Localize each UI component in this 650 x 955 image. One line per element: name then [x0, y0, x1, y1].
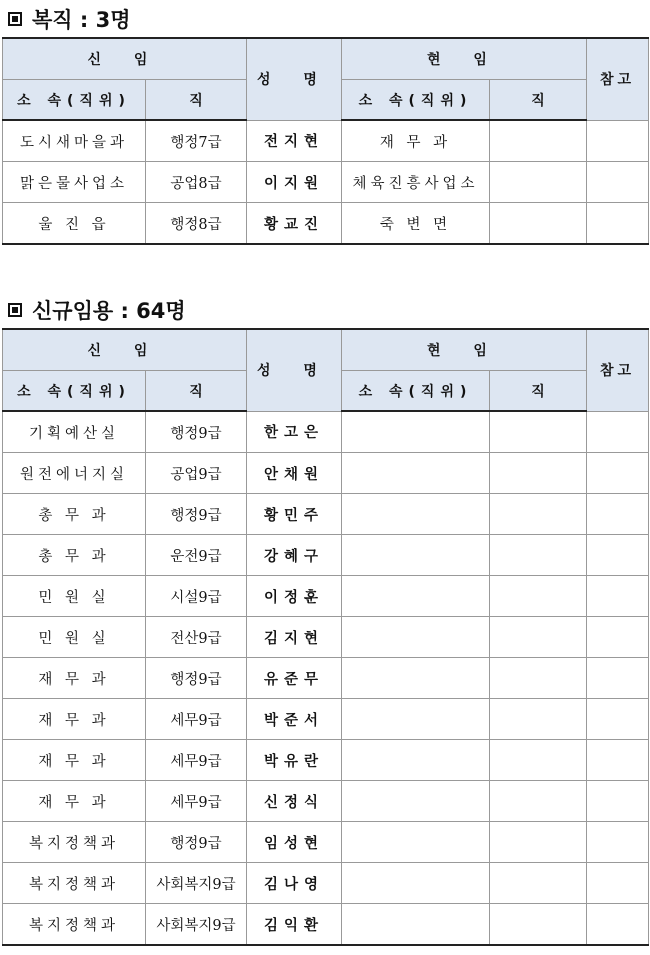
grade-cell: 행정9급 — [146, 494, 247, 535]
name-cell: 유준무 — [247, 658, 342, 699]
section-title-text: 신규임용 : 64명 — [32, 299, 186, 323]
header-note: 참고 — [587, 38, 649, 120]
dept-cell: 복지정책과 — [3, 822, 146, 863]
grade-cell: 사회복지9급 — [146, 904, 247, 946]
current-grade-cell — [490, 576, 587, 617]
name-cell: 황민주 — [247, 494, 342, 535]
current-dept-cell: 재 무 과 — [342, 120, 490, 162]
current-dept-cell — [342, 576, 490, 617]
table-row — [3, 203, 649, 245]
table-row — [3, 453, 649, 494]
current-grade-cell — [490, 120, 587, 162]
header-name: 성 명 — [247, 329, 342, 411]
current-dept-cell — [342, 453, 490, 494]
name-cell: 박유란 — [247, 740, 342, 781]
dept-cell: 원전에너지실 — [3, 453, 146, 494]
grade-cell: 사회복지9급 — [146, 863, 247, 904]
name-cell: 전지현 — [247, 120, 342, 162]
current-dept-cell: 체육진흥사업소 — [342, 162, 490, 203]
table-row — [3, 863, 649, 904]
current-grade-cell — [490, 411, 587, 453]
current-grade-cell — [490, 453, 587, 494]
table-row — [3, 617, 649, 658]
table-row — [3, 535, 649, 576]
table-row — [3, 904, 649, 946]
dept-cell: 울 진 읍 — [3, 203, 146, 245]
grade-cell: 세무9급 — [146, 699, 247, 740]
current-grade-cell — [490, 822, 587, 863]
table-row — [3, 162, 649, 203]
current-grade-cell — [490, 699, 587, 740]
reinstatement-table — [2, 37, 649, 245]
current-grade-cell — [490, 863, 587, 904]
dept-cell: 기획예산실 — [3, 411, 146, 453]
header-cur-affiliation: 소 속(직위) — [342, 80, 490, 121]
section-title-text: 복직 : 3명 — [32, 8, 131, 32]
header-position: 직 — [146, 371, 247, 412]
name-cell: 안채원 — [247, 453, 342, 494]
grade-cell: 행정9급 — [146, 658, 247, 699]
note-cell — [587, 162, 649, 203]
note-cell — [587, 617, 649, 658]
filled-square-icon — [8, 12, 22, 26]
note-cell — [587, 740, 649, 781]
name-cell: 한고은 — [247, 411, 342, 453]
table-row — [3, 781, 649, 822]
current-grade-cell — [490, 781, 587, 822]
dept-cell: 복지정책과 — [3, 904, 146, 946]
current-dept-cell — [342, 535, 490, 576]
grade-cell: 세무9급 — [146, 781, 247, 822]
name-cell: 이정훈 — [247, 576, 342, 617]
dept-cell: 총 무 과 — [3, 535, 146, 576]
current-dept-cell — [342, 863, 490, 904]
header-current-post: 현 임 — [342, 38, 587, 80]
table-row — [3, 120, 649, 162]
reinstatement-rows — [3, 120, 649, 244]
current-grade-cell — [490, 617, 587, 658]
current-grade-cell — [490, 740, 587, 781]
grade-cell: 세무9급 — [146, 740, 247, 781]
table-row — [3, 411, 649, 453]
dept-cell: 복지정책과 — [3, 863, 146, 904]
filled-square-icon — [8, 303, 22, 317]
current-dept-cell — [342, 658, 490, 699]
current-dept-cell — [342, 822, 490, 863]
note-cell — [587, 494, 649, 535]
note-cell — [587, 699, 649, 740]
note-cell — [587, 535, 649, 576]
section-title-new-appointment — [8, 295, 186, 325]
grade-cell: 운전9급 — [146, 535, 247, 576]
header-new-post: 신 임 — [3, 329, 247, 371]
table-row — [3, 576, 649, 617]
dept-cell: 민 원 실 — [3, 576, 146, 617]
grade-cell: 행정9급 — [146, 822, 247, 863]
grade-cell: 행정8급 — [146, 203, 247, 245]
table-row — [3, 494, 649, 535]
grade-cell: 공업8급 — [146, 162, 247, 203]
name-cell: 김익환 — [247, 904, 342, 946]
dept-cell: 맑은물사업소 — [3, 162, 146, 203]
current-grade-cell — [490, 203, 587, 245]
name-cell: 이지원 — [247, 162, 342, 203]
dept-cell: 도시새마을과 — [3, 120, 146, 162]
dept-cell: 재 무 과 — [3, 781, 146, 822]
current-dept-cell: 죽 변 면 — [342, 203, 490, 245]
name-cell: 임성현 — [247, 822, 342, 863]
section-title-reinstatement — [8, 4, 131, 34]
dept-cell: 민 원 실 — [3, 617, 146, 658]
header-current-post: 현 임 — [342, 329, 587, 371]
note-cell — [587, 863, 649, 904]
header-cur-position: 직 — [490, 371, 587, 412]
current-dept-cell — [342, 494, 490, 535]
note-cell — [587, 453, 649, 494]
name-cell: 김지현 — [247, 617, 342, 658]
header-cur-position: 직 — [490, 80, 587, 121]
new-appointment-table — [2, 328, 649, 946]
current-dept-cell — [342, 411, 490, 453]
current-dept-cell — [342, 699, 490, 740]
header-note: 참고 — [587, 329, 649, 411]
new-appointment-rows — [3, 411, 649, 945]
current-dept-cell — [342, 781, 490, 822]
dept-cell: 총 무 과 — [3, 494, 146, 535]
current-grade-cell — [490, 162, 587, 203]
note-cell — [587, 904, 649, 946]
note-cell — [587, 781, 649, 822]
note-cell — [587, 576, 649, 617]
current-dept-cell — [342, 904, 490, 946]
current-grade-cell — [490, 904, 587, 946]
dept-cell: 재 무 과 — [3, 699, 146, 740]
table-row — [3, 740, 649, 781]
grade-cell: 전산9급 — [146, 617, 247, 658]
grade-cell: 행정9급 — [146, 411, 247, 453]
grade-cell: 행정7급 — [146, 120, 247, 162]
table-row — [3, 699, 649, 740]
current-dept-cell — [342, 740, 490, 781]
header-affiliation: 소 속(직위) — [3, 371, 146, 412]
name-cell: 김나영 — [247, 863, 342, 904]
dept-cell: 재 무 과 — [3, 740, 146, 781]
note-cell — [587, 822, 649, 863]
note-cell — [587, 658, 649, 699]
note-cell — [587, 411, 649, 453]
note-cell — [587, 203, 649, 245]
table-row — [3, 822, 649, 863]
grade-cell: 시설9급 — [146, 576, 247, 617]
current-grade-cell — [490, 535, 587, 576]
note-cell — [587, 120, 649, 162]
table-row — [3, 658, 649, 699]
header-position: 직 — [146, 80, 247, 121]
header-cur-affiliation: 소 속(직위) — [342, 371, 490, 412]
name-cell: 박준서 — [247, 699, 342, 740]
header-name: 성 명 — [247, 38, 342, 120]
name-cell: 황교진 — [247, 203, 342, 245]
grade-cell: 공업9급 — [146, 453, 247, 494]
header-new-post: 신 임 — [3, 38, 247, 80]
name-cell: 신정식 — [247, 781, 342, 822]
header-affiliation: 소 속(직위) — [3, 80, 146, 121]
current-dept-cell — [342, 617, 490, 658]
current-grade-cell — [490, 494, 587, 535]
name-cell: 강혜구 — [247, 535, 342, 576]
current-grade-cell — [490, 658, 587, 699]
dept-cell: 재 무 과 — [3, 658, 146, 699]
